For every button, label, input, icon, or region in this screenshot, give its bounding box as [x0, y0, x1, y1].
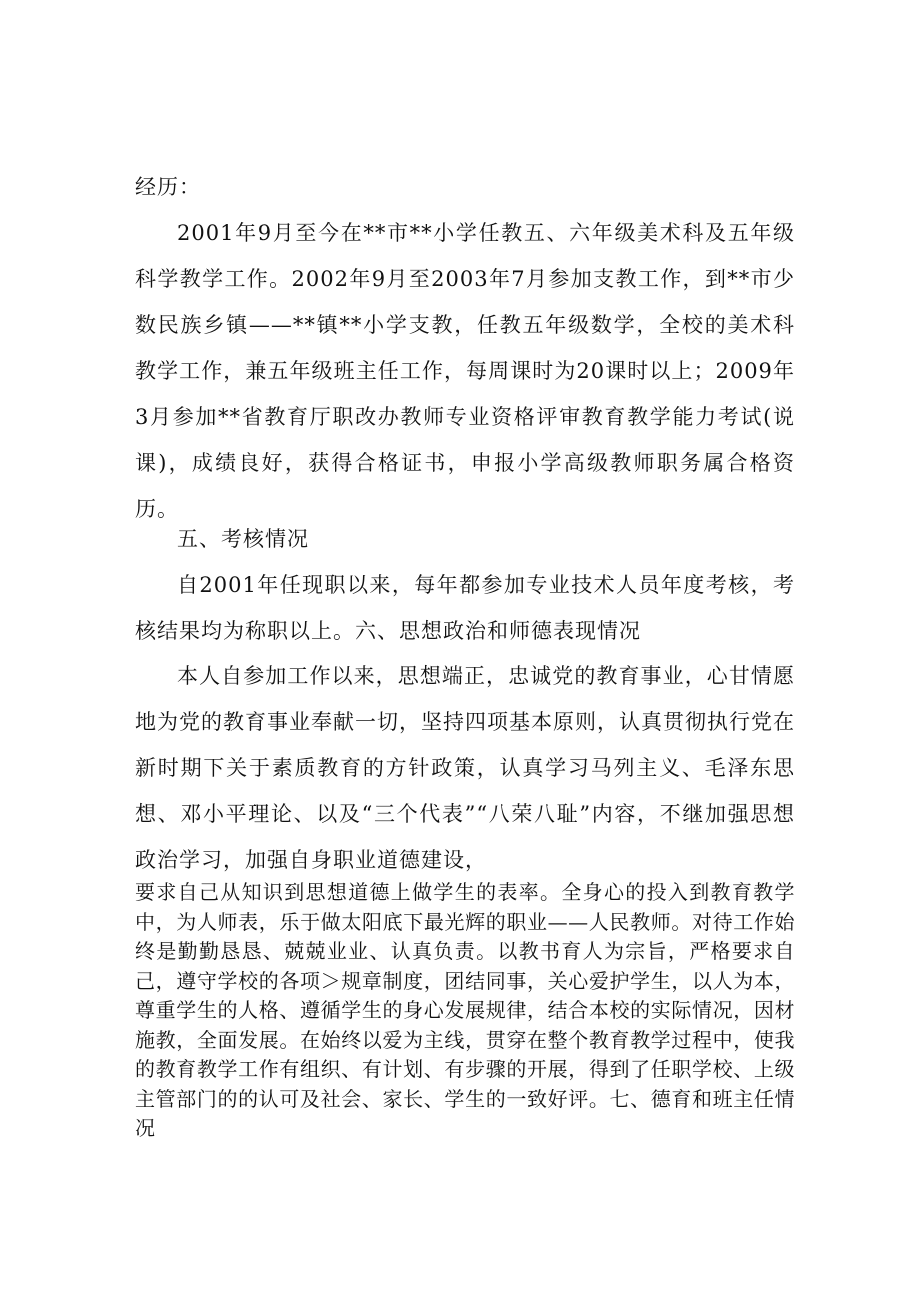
- paragraph-experience-heading: 经历：: [135, 175, 201, 199]
- paragraph-political-ethics: 本人自参加工作以来，思想端正，忠诚党的教育事业，心甘情愿地为党的教育事业奉献一切，坚持四项基本原则，认真贯彻执行党在新时期下关于素质教育的方针政策，认真学习马列主义、毛泽东思想、邓小平理论、以及“三个代表”“八荣八耻”内容，不继加强思想政治学习，加强自身职业道德建设，: [135, 664, 795, 872]
- paragraph-teacher-conduct: 要求自己从知识到思想道德上做学生的表率。全身心的投入到教育教学中，为人师表，乐于做太阳底下最光辉的职业——人民教师。对待工作始终是勤勤恳恳、兢兢业业、认真负责。以教书育人为宗旨，严格要求自己，遵守学校的各项＞规章制度，团结同事，关心爱护学生，以人为本，尊重学生的人格、遵循学生的身心发展规律，结合本校的实际情况，因材施教，全面发展。在始终以爱为主线，贯穿在整个教育教学过程中，使我的教育教学工作有组织、有计划、有步骤的开展，得到了任职学校、上级主管部门的的认可及社会、家长、学生的一致好评。七、德育和班主任情况: [135, 880, 795, 1140]
- paragraph-experience-body: 2001年9月至今在**市**小学任教五、六年级美术科及五年级科学教学工作。2002年9月至2003年7月参加支教工作，到**市少数民族乡镇——**镇**小学支教，任教五年级数学，全校的美术科教学工作，兼五年级班主任工作，每周课时为20课时以上；2009年3月参加**省教育厅职改办教师专业资格评审教育教学能力考试(说课)，成绩良好，获得合格证书，申报小学高级教师职务属合格资历。: [135, 221, 795, 521]
- section-heading-assessment: 五、考核情况: [177, 527, 309, 551]
- paragraph-assessment-body: 自2001年任现职以来，每年都参加专业技术人员年度考核，考核结果均为称职以上。六、思想政治和师德表现情况: [135, 573, 795, 643]
